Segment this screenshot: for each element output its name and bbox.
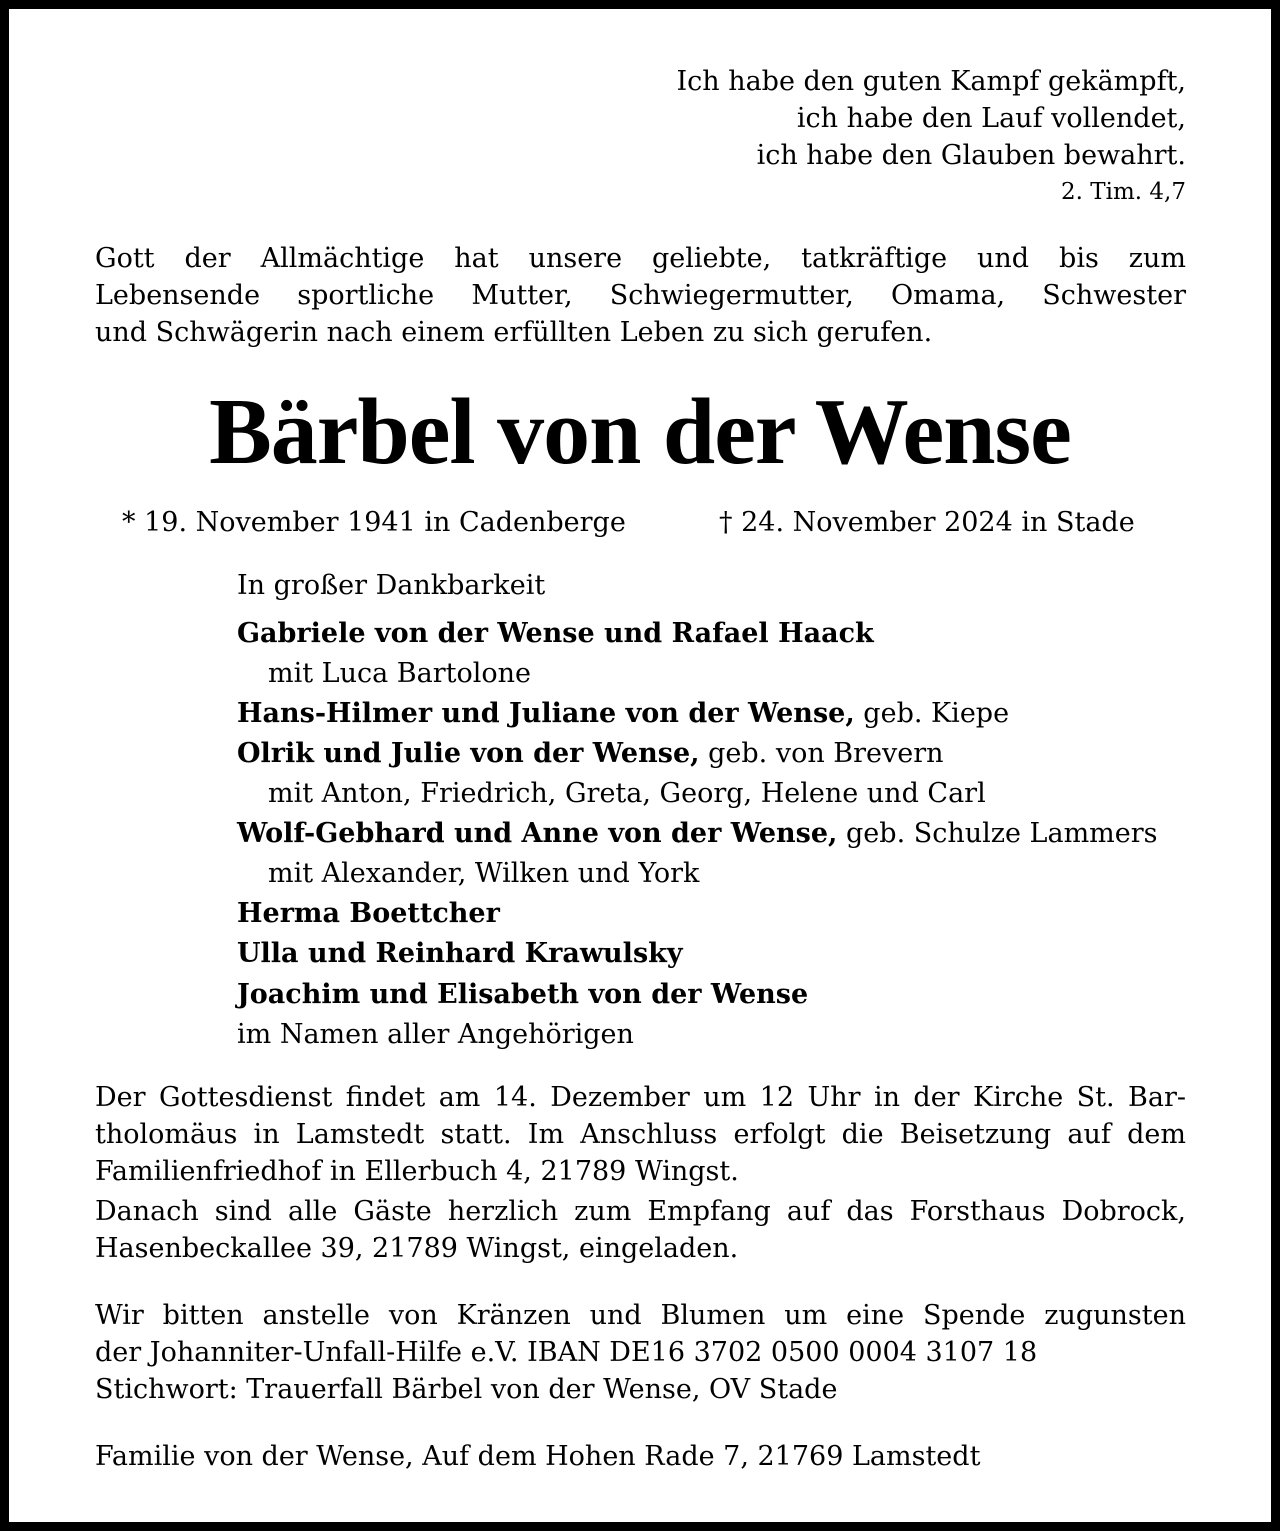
mourner-note: mit Luca Bartolone bbox=[268, 658, 531, 689]
mourner-name: Ulla und Reinhard Krawulsky bbox=[237, 938, 683, 969]
mourner-line bbox=[237, 900, 500, 927]
mourner-line bbox=[237, 820, 1158, 847]
mourner-name: Gabriele von der Wense und Rafael Haack bbox=[237, 618, 874, 649]
mourners-heading: In großer Dankbarkeit bbox=[237, 570, 546, 601]
family-address: Familie von der Wense, Auf dem Hohen Rade 7, 21769 Lamstedt bbox=[95, 1441, 981, 1472]
mourner-name: Herma Boettcher bbox=[237, 898, 500, 929]
verse-line-3: ich habe den Glauben bewahrt. bbox=[756, 140, 1186, 171]
mourner-note: geb. von Brevern bbox=[699, 738, 944, 769]
intro-line-3: und Schwägerin nach einem erfüllten Leben zu sich gerufen. bbox=[95, 317, 933, 348]
verse-reference: 2. Tim. 4,7 bbox=[1061, 179, 1186, 205]
mourner-line bbox=[268, 860, 699, 887]
mourner-name: Hans-Hilmer und Juliane von der Wense, bbox=[237, 698, 855, 729]
mourner-line bbox=[237, 940, 683, 967]
mourner-note: mit Alexander, Wilken und York bbox=[268, 858, 700, 889]
birth-date: * 19. November 1941 in Cadenberge bbox=[122, 507, 626, 538]
mourner-note: mit Anton, Friedrich, Greta, Georg, Helene und Carl bbox=[268, 778, 986, 809]
mourner-line bbox=[237, 700, 1009, 727]
mourner-line bbox=[237, 620, 874, 647]
donation-line-1: Wir bitten anstelle von Kränzen und Blumen um eine Spende zugunsten bbox=[95, 1300, 1186, 1331]
mourner-line bbox=[237, 981, 808, 1008]
verse-line-1: Ich habe den guten Kampf gekämpft, bbox=[676, 66, 1186, 97]
mourner-name: Wolf-Gebhard und Anne von der Wense, bbox=[237, 818, 838, 849]
mourners-closing: im Namen aller Angehörigen bbox=[237, 1019, 634, 1050]
service-line-1: Der Gottesdienst findet am 14. Dezember um 12 Uhr in der Kirche St. Bar- bbox=[95, 1082, 1186, 1113]
intro-line-1: Gott der Allmächtige hat unsere geliebte, tatkräftige und bis zum bbox=[95, 243, 1186, 274]
intro-line-2: Lebensende sportliche Mutter, Schwiegermutter, Omama, Schwester bbox=[95, 280, 1186, 311]
verse-line-2: ich habe den Lauf vollendet, bbox=[796, 103, 1186, 134]
deceased-name: Bärbel von der Wense bbox=[209, 380, 1071, 484]
service-line-5: Hasenbeckallee 39, 21789 Wingst, eingeladen. bbox=[95, 1233, 739, 1264]
death-date: † 24. November 2024 in Stade bbox=[719, 507, 1135, 538]
service-line-4: Danach sind alle Gäste herzlich zum Empfang auf das Forsthaus Dobrock, bbox=[95, 1196, 1186, 1227]
service-line-2: tholomäus in Lamstedt statt. Im Anschluss erfolgt die Beisetzung auf dem bbox=[95, 1119, 1186, 1150]
donation-line-2: der Johanniter-Unfall-Hilfe e.V. IBAN DE16 3702 0500 0004 3107 18 bbox=[95, 1337, 1038, 1368]
mourner-line bbox=[237, 740, 944, 767]
mourner-name: Joachim und Elisabeth von der Wense bbox=[237, 979, 809, 1010]
mourner-line bbox=[268, 660, 531, 687]
mourner-note: geb. Schulze Lammers bbox=[837, 818, 1158, 849]
donation-line-3: Stichwort: Trauerfall Bärbel von der Wense, OV Stade bbox=[95, 1374, 838, 1405]
service-line-3: Familienfriedhof in Ellerbuch 4, 21789 Wingst. bbox=[95, 1156, 739, 1187]
mourner-note: geb. Kiepe bbox=[854, 698, 1010, 729]
mourner-line bbox=[268, 780, 986, 807]
mourner-name: Olrik und Julie von der Wense, bbox=[237, 738, 700, 769]
